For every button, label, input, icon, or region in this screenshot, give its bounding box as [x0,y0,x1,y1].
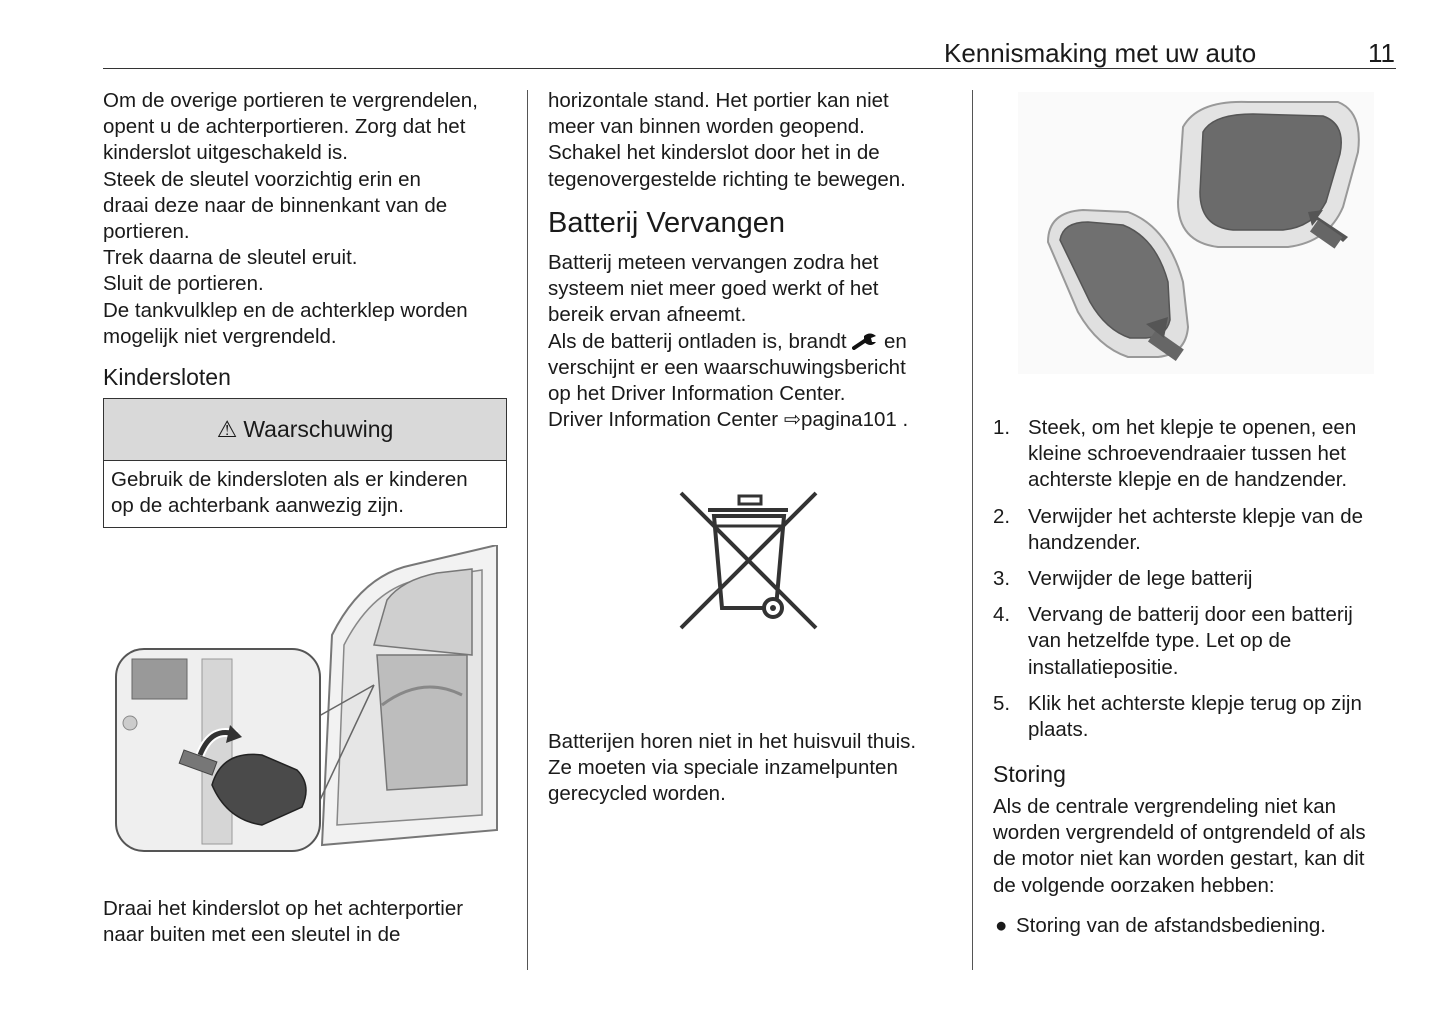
step-number: 5. [993,691,1011,715]
text-line: Sluit de portieren. [103,272,264,296]
text-line: Draai het kinderslot op het achterportier [103,897,464,920]
col3-storing [993,794,1403,899]
text-line: Schakel het kinderslot door het in de [548,141,880,165]
text-line: systeem niet meer goed werkt of het [548,277,879,301]
page-header-title: Kennismaking met uw auto [944,38,1257,68]
text-line: achterste klepje en de handzender. [1028,468,1348,492]
text-span: en [883,329,907,353]
col3-steps [993,415,1403,753]
text-line: Ze moeten via speciale inzamelpunten [548,756,898,780]
heading-batterij-vervangen: Batterij Vervangen [548,207,785,239]
text-line: naar buiten met een sleutel in de [103,923,401,947]
text-line: de motor niet kan worden gestart, kan dit [993,847,1365,871]
warning-box [103,398,507,528]
warning-text [104,461,506,525]
steps-list [993,415,1403,743]
col2-battery [548,250,963,433]
bullet-icon: ● [995,914,1008,937]
text-line: De tankvulklep en de achterklep worden [103,298,468,322]
key-fob-illustration [1018,92,1374,374]
col1-caption [103,896,518,948]
text-line: tegenovergestelde richting te bewegen. [548,167,906,191]
warning-header [104,399,506,461]
text-line: Klik het achterste klepje terug op zijn [1028,691,1362,715]
text-line: van hetzelfde type. Let op de [1028,629,1292,653]
text-line: Verwijder het achterste klepje van de [1028,504,1364,528]
child-lock-illustration [112,545,502,857]
warning-line [548,329,963,355]
text-line: op de achterbank aanwezig zijn. [111,494,404,518]
text-line: plaats. [1028,718,1089,742]
col1-intro [103,88,518,350]
heading-kindersloten: Kindersloten [103,364,231,390]
list-item [993,566,1403,592]
text-line: mogelijk niet vergrendeld. [103,324,337,348]
warning-icon: ⚠ [216,416,238,442]
crossed-bin-icon [676,488,821,633]
step-number: 2. [993,504,1011,528]
text-span: Als de batterij ontladen is, brandt [548,329,847,353]
text-line: Verwijder de lege batterij [1028,567,1253,591]
text-line: op het Driver Information Center. [548,382,846,406]
text-line: de volgende oorzaken hebben: [993,873,1275,897]
step-number: 1. [993,416,1011,439]
text-line: verschijnt er een waarschuwingsbericht [548,355,906,379]
text-line: draai deze naar de binnenkant van de [103,193,448,217]
bullet-text: Storing van de afstandsbediening. [1016,914,1327,937]
text-line: Gebruik de kindersloten als er kinderen [111,468,468,491]
dic-page-link[interactable]: Driver Information Center ⇨pagina101 . [548,408,909,432]
step-number: 3. [993,567,1011,591]
text-line: Steek, om het klepje te openen, een [1028,416,1357,439]
warning-title: Waarschuwing [243,416,394,442]
list-item [993,504,1403,556]
text-line: kinderslot uitgeschakeld is. [103,141,348,165]
text-line: kleine schroevendraaier tussen het [1028,442,1346,466]
text-line: handzender. [1028,530,1141,554]
col2-recycle [548,729,963,808]
text-line: installatiepositie. [1028,655,1179,679]
text-line: Steek de sleutel voorzichtig erin en [103,167,421,191]
text-line: Trek daarna de sleutel eruit. [103,246,358,270]
list-item [993,691,1403,743]
column-divider-2 [972,90,973,970]
step-number: 4. [993,603,1011,627]
list-item [993,415,1403,494]
text-line: Als de centrale vergrendeling niet kan [993,795,1337,818]
list-item [993,602,1403,681]
text-line: portieren. [103,220,190,244]
wrench-icon [852,332,878,350]
text-line: worden vergrendeld of ontgrendeld of als [993,821,1366,845]
text-line: horizontale stand. Het portier kan niet [548,89,889,112]
text-line: bereik ervan afneemt. [548,303,747,327]
header-rule [103,68,1396,69]
text-line: gerecycled worden. [548,782,726,806]
text-line: Batterijen horen niet in het huisvuil thuis. [548,730,917,753]
text-line: Batterij meteen vervangen zodra het [548,251,879,274]
text-line: Om de overige portieren te vergrendelen, [103,89,478,112]
text-line: meer van binnen worden geopend. [548,115,865,139]
heading-storing: Storing [993,761,1066,787]
col2-top [548,88,963,193]
page-number: 11 [1368,38,1395,68]
column-divider-1 [527,90,528,970]
text-line: opent u de achterportieren. Zorg dat het [103,115,466,139]
text-line: Vervang de batterij door een batterij [1028,603,1353,627]
bullet-item [995,913,1416,939]
